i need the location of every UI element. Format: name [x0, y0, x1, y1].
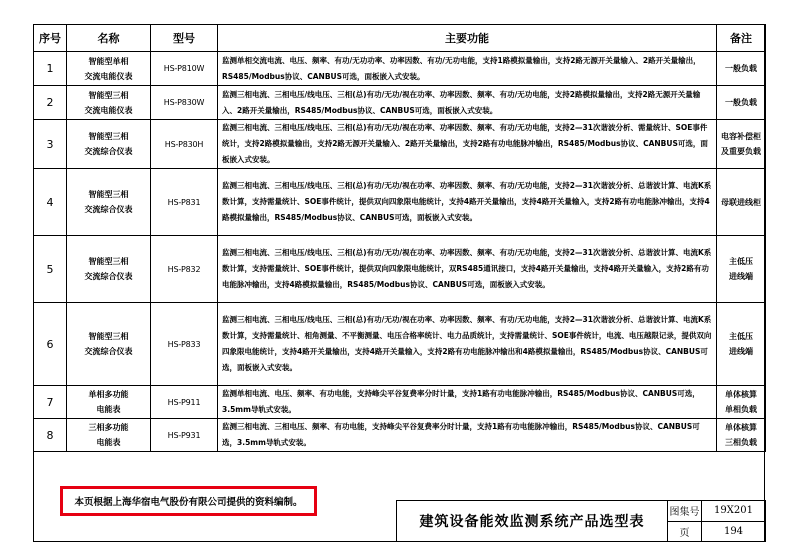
cell-note: 主低压 进线端 — [717, 303, 766, 386]
table-header-row — [34, 25, 766, 52]
atlas-number: 19X201 — [702, 501, 766, 522]
cell-seq: 1 — [34, 52, 67, 86]
source-note-text: 本页根据上海华宿电气股份有限公司提供的资料编制。 — [74, 497, 303, 508]
cell-model: HS-P833 — [151, 303, 218, 386]
cell-name: 单相多功能 电能表 — [67, 386, 151, 419]
cell-model: HS-P830H — [151, 120, 218, 169]
table-row — [34, 169, 766, 236]
cell-name: 智能型三相 交流电能仪表 — [67, 86, 151, 120]
table-row — [34, 52, 766, 86]
cell-seq: 4 — [34, 169, 67, 236]
cell-seq: 7 — [34, 386, 67, 419]
cell-note: 单体核算 单相负载 — [717, 386, 766, 419]
header-model: 型号 — [151, 25, 218, 52]
table-row — [34, 120, 766, 169]
cell-model: HS-P832 — [151, 236, 218, 303]
page-label: 页 — [668, 521, 702, 542]
header-note: 备注 — [717, 25, 766, 52]
cell-function: 监测单相交流电流、电压、频率、有功/无功功率、功率因数、有功/无功电能，支持1路模拟量输出，支持2路无源开关量输入、2路开关量输出，RS485/Modbus协议、CANBUS可选，面板嵌入式安装。 — [218, 52, 717, 86]
cell-function: 监测单相电流、电压、频率、有功电能，支持峰尖平谷复费率分时计量，支持1路有功电能脉冲输出，RS485/Modbus协议、CANBUS可选，3.5mm导轨式安装。 — [218, 386, 717, 419]
header-function: 主要功能 — [218, 25, 717, 52]
cell-model: HS-P831 — [151, 169, 218, 236]
cell-note: 一般负载 — [717, 52, 766, 86]
header-seq: 序号 — [34, 25, 67, 52]
cell-note: 主低压 进线端 — [717, 236, 766, 303]
cell-model: HS-P911 — [151, 386, 218, 419]
cell-seq: 5 — [34, 236, 67, 303]
table-row — [34, 386, 766, 419]
header-name: 名称 — [67, 25, 151, 52]
cell-name: 智能型三相 交流综合仪表 — [67, 303, 151, 386]
cell-seq: 6 — [34, 303, 67, 386]
table-row — [34, 236, 766, 303]
cell-name: 智能型三相 交流综合仪表 — [67, 236, 151, 303]
cell-model: HS-P810W — [151, 52, 218, 86]
cell-name: 三相多功能 电能表 — [67, 419, 151, 452]
cell-function: 监测三相电流、三相电压/线电压、三相(总)有功/无功/视在功率、功率因数、频率、有功/无功电能，支持2—31次谐波分析、总谐波计算、电流K系数计算，支持需量统计、SOE事件统计，提供双向四象限电能统计，支持4路开关量输出，支持4路开关量输入，支持2路有功电能脉冲输出，支持4路模拟量输出，RS485/Modbus协议、CANBUS可选，面板嵌入式安装。 — [218, 169, 717, 236]
cell-model: HS-P830W — [151, 86, 218, 120]
cell-function: 监测三相电流、三相电压/线电压、三相(总)有功/无功/视在功率、功率因数、频率、有功/无功电能，支持2—31次谐波分析、需量统计、SOE事件统计，支持2路模拟量输出，支持2路无源开关量输入、2路开关量输出，支持2路有功电能脉冲输出，RS485/Modbus协议、CANBUS可选，面板嵌入式安装。 — [218, 120, 717, 169]
drawing-title: 建筑设备能效监测系统产品选型表 — [397, 501, 668, 542]
page-number: 194 — [702, 521, 766, 542]
table-row — [34, 86, 766, 120]
source-note — [60, 486, 317, 516]
table-row — [34, 419, 766, 452]
cell-model: HS-P931 — [151, 419, 218, 452]
atlas-number-label: 图集号 — [668, 501, 702, 522]
cell-name: 智能型三相 交流综合仪表 — [67, 120, 151, 169]
cell-function: 监测三相电流、三相电压、频率、有功电能，支持峰尖平谷复费率分时计量，支持1路有功电能脉冲输出，RS485/Modbus协议、CANBUS可选，3.5mm导轨式安装。 — [218, 419, 717, 452]
title-block — [396, 500, 766, 542]
table-row — [34, 303, 766, 386]
cell-name: 智能型三相 交流综合仪表 — [67, 169, 151, 236]
cell-function: 监测三相电流、三相电压/线电压、三相(总)有功/无功/视在功率、功率因数、频率、有功/无功电能，支持2—31次谐波分析、总谐波计算、电流K系数计算，支持需量统计、相角测量、不平衡测量、电压合格率统计、电力品质统计，支持需量统计、SOE事件统计，电流、电压越限记录，提供双向四象限电能统计，支持4路开关量输出，支持4路开关量输入，支持2路有功电能脉冲输出和4路模拟量输出，RS485/Modbus协议、CANBUS可选，面板嵌入式安装。 — [218, 303, 717, 386]
cell-note: 单体核算 三相负载 — [717, 419, 766, 452]
product-selection-table — [33, 24, 766, 452]
cell-seq: 2 — [34, 86, 67, 120]
cell-note: 电容补偿柜及重要负载 — [717, 120, 766, 169]
cell-note: 母联进线柜 — [717, 169, 766, 236]
cell-note: 一般负载 — [717, 86, 766, 120]
cell-seq: 3 — [34, 120, 67, 169]
cell-seq: 8 — [34, 419, 67, 452]
cell-function: 监测三相电流、三相电压/线电压、三相(总)有功/无功/视在功率、功率因数、频率、有功/无功电能，支持2路模拟量输出，支持2路无源开关量输入、2路开关量输出，RS485/Modbus协议、CANBUS可选，面板嵌入式安装。 — [218, 86, 717, 120]
cell-name: 智能型单相 交流电能仪表 — [67, 52, 151, 86]
cell-function: 监测三相电流、三相电压/线电压、三相(总)有功/无功/视在功率、功率因数、频率、有功/无功电能，支持2—31次谐波分析、总谐波计算、电流K系数计算，支持需量统计、SOE事件统计，提供双向四象限电能统计，双RS485通讯接口，支持4路开关量输出，支持4路开关量输入，支持2路有功电能脉冲输出，支持4路模拟量输出，RS485/Modbus协议、CANBUS可选，面板嵌入式安装。 — [218, 236, 717, 303]
